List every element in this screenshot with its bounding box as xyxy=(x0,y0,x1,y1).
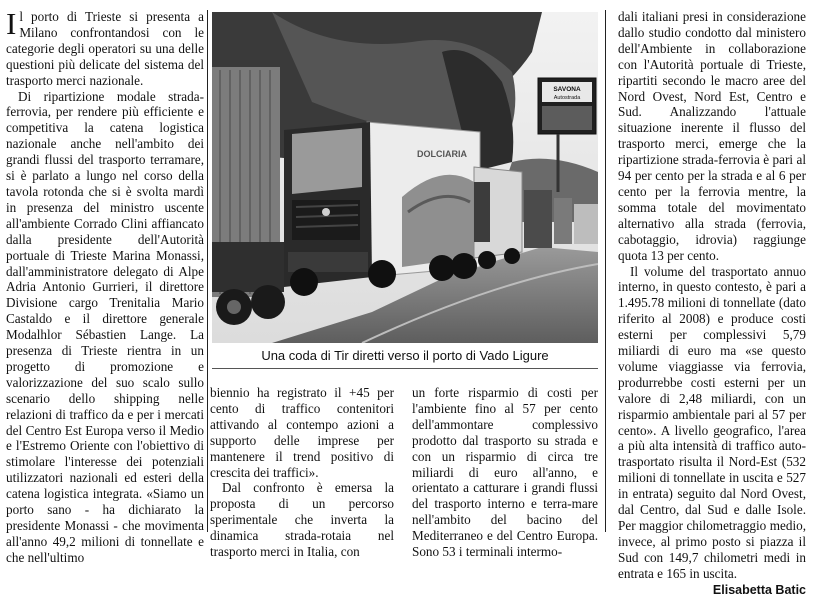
paragraph: un forte risparmio di costi per l'ambiente fino al 57 per cento dell'ammontare complessivo prodotto dal trasporto su strada e con un risparmio di circa tre miliardi di euro all'anno, e orientato a catturare i grandi flussi del trasporto interno e terra-mare nell'ambito del bacino del Mediterraneo e del Centro Europa. Sono 53 i terminali intermo- xyxy=(412,385,598,560)
photo-caption: Una coda di Tir diretti verso il porto di Vado Ligure xyxy=(261,348,549,363)
paragraph-text: l porto di Trieste si presenta a Milano confrontandosi con le categorie degli operatori su una delle questioni più delicate del sistema del trasporto merci nazionale. xyxy=(6,9,204,88)
paragraph xyxy=(6,6,204,89)
trailer-lettering: DOLCIARIA xyxy=(417,149,467,159)
caption-divider xyxy=(212,368,598,369)
column-rule xyxy=(207,10,208,532)
article-column-2 xyxy=(210,385,394,560)
drop-cap: I xyxy=(6,6,17,41)
paragraph: biennio ha registrato il +45 per cento di traffico contenitori attivando al contempo azioni a supporto delle imprese per mantenere il trend positivo di crescita dei traffici». xyxy=(210,385,394,480)
paragraph: Il volume del trasportato annuo interno, in questo contesto, è pari a 1.495.78 milioni di tonnellate (dato riferito al 2008) e produce costi esterni per complessivi 5,79 miliardi di euro ma «se questo volume viaggiasse via ferrovia, produrrebbe costi esterni per un valore di 2,48 miliardi, con un risparmio ambientale pari al 57 per cento». A livello geografico, l'area a più alta intensità di traffico auto-trasportato risulta il Nord-Est (532 milioni di tonnellate in uscita e 527 in entrata) seguito dal Nord Ovest, dal Centro, dal Sud e dalle Isole. Per maggior chilometraggio medio, invece, al primo posto si piazza il Sud con 149,7 chilometri medi in entrata e 165 in uscita. xyxy=(618,263,806,581)
article-column-4 xyxy=(618,9,806,599)
paragraph: dali italiani presi in considerazione dallo studio condotto dal ministero dell'Ambiente in collaborazione con l'Autorità portuale di Trieste, ripartiti secondo le macro aree del Nord Ovest, Nord Est, Centro e Sud. Analizzando l'attuale situazione inerente il flusso del trasporto merci, emerge che la ripartizione strada-ferrovia è pari al 94 per cento per la strada e al 6 per cento per la ferrovia mentre, la somma totale del movimentato alternativo alla strada (ferrovia, cabotaggio, idrovia) raggiunge quota 13 per cento. xyxy=(618,9,806,263)
truck-queue-photo xyxy=(212,12,598,343)
author-byline: Elisabetta Batic xyxy=(712,582,806,597)
sign-text: SAVONA xyxy=(553,86,581,93)
sign-text: Autostrada xyxy=(553,95,581,101)
paragraph: Dal confronto è emersa la proposta di un percorso sperimentale che inverta la dinamica strada-rotaia nel trasporto merci in Italia, con xyxy=(210,480,394,560)
column-rule xyxy=(605,10,606,532)
photo-illustration xyxy=(212,12,598,343)
article-column-3 xyxy=(412,385,598,560)
paragraph: Di ripartizione modale strada-ferrovia, per rendere più efficiente e competitiva la catena logistica nazionale anche nell'ambito dei grandi flussi del trasporto terramare, si è parlato a lungo nel corso della tavola rotonda che si è svolta mardì in presenza del ministro uscente all'ambiente Corrado Clini affiancato dalla presidente dell'Autorità portuale di Trieste Marina Monassi, dall'amministratore delegato di Alpe Adria Antonio Gurrieri, il direttore Divisione cargo Trenitalia Mario Castaldo e il direttore generale Modalhlor Sébastien Lange. La presenza di Trieste rientra in un progetto di promozione e valorizzazione del suo scalo sullo scenario dello shipping nelle relazioni di traffico da e per i mercati del Centro Est Europa verso il Medio e l'Estremo Oriente con l'obiettivo di stimolare l'interesse dei potenziali utilizzatori nazionali ed esteri della catena logistica integrata. «Siamo un porto sano - ha dichiarato la presidente Monassi - che movimenta all'anno 49,2 milioni di tonnellate e che nell'ultimo xyxy=(6,88,204,565)
article-column-1 xyxy=(6,6,204,566)
